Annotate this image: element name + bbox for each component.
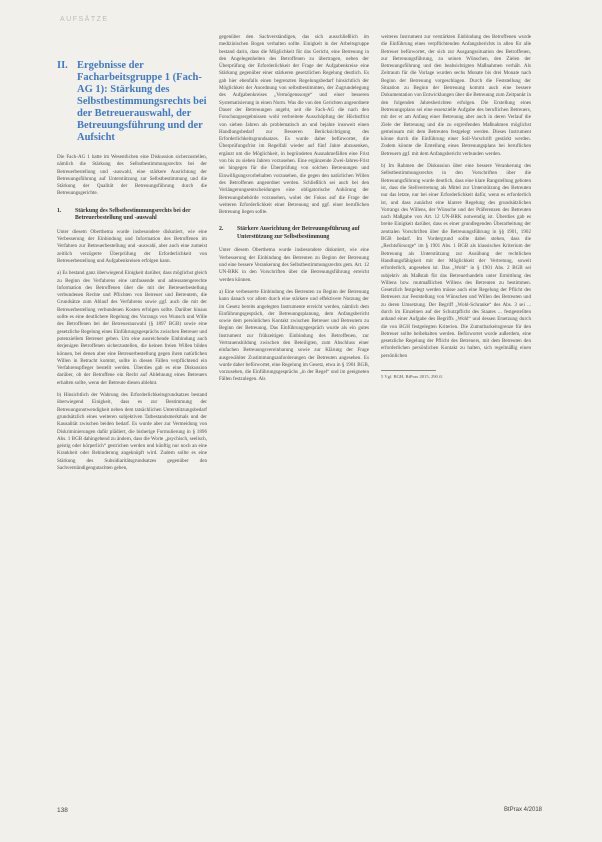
section-title: Ergebnisse der Facharbeitsgruppe 1 (Fach-AG 1): Stärkung des Selbstbestimmungsrechts bei der Betreuerauswahl, der Betreuungsführung und der Aufsicht [77,60,207,143]
footnote-divider [381,370,436,371]
footnote: 5 Vgl. BGH, BtPrax 2015, 290 ff. [381,374,444,380]
paragraph: a) Eine verbesserte Einbindung des Betreuten zu Beginn der Betreuung kann danach vor allem durch eine stärkere und effektivere Nutzung der im Gesetz bereits angelegten Instrumente erreicht werden, nämlich dem Einführungsgespräch, der Betreuungsplanung, dem Anfangsbericht sowie dem persönlichen Kontakt zwischen Betreuer und Betreutem zu Beginn der Betreuung. Das Einführungsgespräch wurde als ein gutes Instrument zur frühzeitigen Einbindung des Betroffenen, zur Vertrauensbildung zwischen den Beteiligten, zum Abschluss einer einfachen Betreuungsvereinbarung sowie zur Klärung der Frage ausgewählter Zustimmungsanforderungen der Betreuten angesehen. Es wurde daher befürwortet, eine Regelung im Gesetz, etwa in § 1901 BGB, vorzusehen, die Einführungsgesprächs „in der Regel“ und im geeigneten Fällen festzulegen. Als [219,288,369,383]
paragraph: a) Es bestand ganz überwiegend Einigkeit darüber, dass möglichst gleich zu Beginn des Verfahrens eine umfassende und adressatengerechte Information des Betroffenen über die mit der Betreuerbestellung verbundenen Rechte und Pflichten von Betreuer und Betreutem, die Grundsätze zum Ablauf des Verfahrens sowie ggf. auch die mit der Betreuerbestellung verbundenen Kosten erfolgen sollte. Darüber hinaus sollte es eine deutlichere Regelung des Vorrangs von Wunsch und Wille des Betroffenen bei der Betreuerauswahl (§ 1897 BGB) sowie eine gesetzliche Regelung eines Einführungsgesprächs zwischen Betreuer und potenziellem Betreuer geben. Um eine ausreichende Einbindung auch derjenigen Betroffenen sicherzustellen, die keinen freien Willen bilden können, bei denen aber eine Betreuerbestellung gegen ihren natürlichen Willen in Betracht kommt, sollte in diesen Fällen verpflichtend ein Verfahrenspfleger bestellt werden. Überdies gab es eine Diskussion darüber, ob der Betroffene ein Recht auf Ablehnung eines Betreuers erhalten sollte, wenn der Betreute diesen ablehnt. [57,270,207,386]
subsection-heading-2 [219,226,369,241]
journal-reference: BtPrax 4/2018 [503,807,542,813]
paragraph: weiteres Instrument zur verstärkten Einbindung des Betroffenen wurde die Einführung eines verpflichtenden Anfangsberichts in allen für alle Betreuer befürwortet, der sich zur Ausgangssituation des Betroffenen, zur Betreuungsführung, zu seinen Wünschen, den Zielen der Betreuungsführung und den beabsichtigten Maßnahmen verhält. Als Zeitraum für die Vorlage wurden sechs Monate bis drei Monate nach Beginn der Betreuung vorgeschlagen. Durch die Feststellung der Situation zu Beginn der Betreuung kommt auch eine bessere Dokumentation von Entwicklungen über die Betreuung zum Zeitpunkt in den folgenden Jahresberichten erfolgen. Die Erstellung eines Betreuungsplans sei eine essenzielle Aufgabe des beruflichen Betreuers, mit der er am Anfang einer Betreuung aber auch in deren Verlauf die Ziele der Betreuung und die zu ergreifenden Maßnahmen möglichst gemeinsam mit dem Betreuten festgelegt werden. Dieses Instrument könne durch die Einführung einer Soll-Vorschrift gestärkt werden. Zudem könnte die Erstellung eines Betreuungsplans bei beruflichen Betreuern ggf. mit dem Anfangsbericht verbunden werden. [381,34,531,157]
subsection-number: 1. [57,207,62,214]
page-number: 138 [57,807,68,814]
column-3 [381,34,531,380]
subsection-title: Stärkere Ausrichtung der Betreuungsführung auf Unterstützung zur Selbstbestimmung [237,226,360,240]
paragraph: Unter diesem Oberthema wurde insbesondere diskutiert, wie eine Verbesserung der Einbindung und Information des Betroffenen im Verfahren zur Betreuerbestellung und -auswahl, aber auch eine zumeist zeitlich verzögerte Überprüfung der Erforderlichkeit von Betreuerbestellung und Aufgabenkreisen erfolgen kann. [57,228,207,264]
column-2 [219,34,369,389]
running-head: AUFSÄTZE [60,16,109,23]
column-1 [57,60,207,477]
paragraph: gegenüber den Sachverständigen, das sich ausschließlich im medizinischen Bogen verhalten sollte. Einigkeit in der Arbeitsgruppe bestand darin, dass die Möglichkeit für das Gericht, eine Betreuung in den Angelegenheiten des Betroffenen zu übertragen, neben der Überprüfung der Erforderlichkeit der Frage der Aufgabenkreise eine Stärkung gegenüber einer stärkeren gesetzlichen Regelung deutlich. Es gab hier ebenfalls einen begrenzten Regelungsbedarf hinsichtlich der Möglichkeit der Anordnung von selbstbestimmten, der Zugrundelegung des Aufgabenkreises „Vermögenssorge“ und einer besseren Systematisierung in einen Norm. Was die von den Gerichten angeordnete Dauer der Betreuungen angeht, seit die Fach-AG die nach den Forschungsergebnissen wohl verbreitete Ausschöpfung der Höchstfrist von sieben Jahren als problematisch an und bejahte insoweit einen Handlungsbedarf zur Besseren Berücksichtigung des Erforderlichkeitsgrundsatzes. Es wurde daher befürwortet, die Überprüfungsfrist im Regelfall wieder auf fünf Jahre abzusenken, ergänzt um die Möglichkeit, in begründeten Ausnahmefällen eine Frist von bis zu sieben Jahren vorzusehen. Eine ergänzende Zwei-Jahres-Frist sei hingegen für die Überprüfung von solchen Betreuungen und Einwilligungsvorbehalten vorzusehen, die gegen den natürlichen Willen des Betroffenen angeordnet werden. Schließlich sei auch bei den Verlängerungsentscheidungen eine obligatorische Anhörung der Betreuungsbehörde vorzusehen, wobei der Fokus auf die Frage der weiteren Erforderlichkeit einer Betreuung und ggf. einer beruflichen Betreuung liegen sollte. [219,34,369,216]
paragraph: b) Hinsichtlich der Wahrung des Erforderlichkeitsgrundsatzes bestand überwiegend Einigkeit, dass es zur Bestimmung der Betreuungsnotwendigkeit neben dem tatsächlichen Unterstützungsbedarf grundsätzlich eines weiteren subjektiven Tatbestandsmerkmals und der Kausalität zwischen beiden bedarf. Es wurde aber zur Vermeidung von Diskriminierungen dafür plädiert, die bisherige Formulierung in § 1896 Abs. 1 BGB dahingehend zu ändern, dass die Worte „psychisch, seelisch, geistig oder körperlich“ gestrichen werden und künftig nur noch an eine Krankheit oder Behinderung angeknüpft wird. Zudem sollte es eine Stärkung des Subsidiaritätsgrundsatzes gegenüber den Sachverständigengutachten geben, [57,392,207,471]
subsection-number: 2. [219,226,224,233]
subsection-title: Stärkung des Selbstbestimmungsrechts bei der Betreuerbestellung und -auswahl [75,207,191,222]
section-heading [57,60,207,144]
intro-paragraph: Die Fach-AG 1 hatte im Wesentlichen eine Diskussion sicherzustellen, nämlich die Stärkung des Selbstbestimmungsrechts bei der Betreuerbestellung und -auswahl, eine stärkere Ausrichtung der Betreuungsführung auf Unterstützung zur Selbstbestimmung und die Stärkung der Qualität der Betreuungsführung durch die Betreuungsgerichte. [57,154,207,197]
paragraph: Unter diesem Oberthema wurde insbesondere diskutiert, wie eine Verbesserung der Einbindung des Betreuten zu Beginn der Betreuung und eine bessere Verankerung des Selbstbestimmungsrechts gem. Art. 12 UN-BRK in den Vorschriften über die Betreuungsführung erreicht werden können. [219,247,369,283]
section-number: II. [57,60,68,71]
subsection-heading-1 [57,208,207,223]
paragraph: b) Im Rahmen der Diskussion über eine bessere Verankerung des Selbstbestimmungsrechts in den Vorschriften über die Betreuungsführung wurde deutlich, dass eine klare Rangstellung geboten ist, dass die Stellvertretung als Mittel zur Unterstützung des Betreuten nur das letzte, nur bei einer Erforderlichkeit dafür, wenn es erforderlich ist, und dass zunächst eine klarere Regelung des grundsätzlichen Vorrangs des Willens, der Wünsche und der Präferenzen des Betreuten nach Maßgabe von Art. 12 UN-BRK notwendig ist. Überdies gab es breite Einigkeit darüber, dass es einer grundlegenden Überarbeitung der zentralen Vorschriften über die Betreuungsführung in §§ 1901, 1902 BGB bedarf. Im Vordergrund sollte dabei stehen, dass die „Rechtsfürsorge“ im § 1901 Abs. 1 BGB als klassisches Kriterium der Betreuung als Unterstützung zur Ausübung der rechtlichen Handlungsfähigkeit mit der Möglichkeit der Vertretung, soweit erforderlich, angesehen ist. Das „Wohl“ in § 1901 Abs. 2 BGB sei subjektiv als Maßstab für das Betreuerhandeln unter Ermittlung des Willens bzw. mutmaßlichen Willens des Betreuten zu bestimmen. Gesetzlich festgelegt werden müsse auch eine Regelung der Pflicht des Betreuers zur Feststellung von Wünschen und Willen des Betreuten und zu deren Umsetzung. Der Begriff „Wohl-Schranke“ des Abs. 3 sei ... durch im Einzelnen auf der Schutzpflicht des Staates ... festgestellten anhand einer Aufgabe des Begriffs „Wohl“ und dessen Ersetzung durch die von BGH festgelegten Kriterien. Die Zumutbarkeitsgrenze für den Betreuer sollte beibehalten werden. Befürwortet wurde außerdem, eine gesetzliche Regelung der Pflicht des Betreuers, mit dem Betreuten den erforderlichen persönlichen Kontakt zu halten, sich regelmäßig einen persönlichen [381,163,531,359]
